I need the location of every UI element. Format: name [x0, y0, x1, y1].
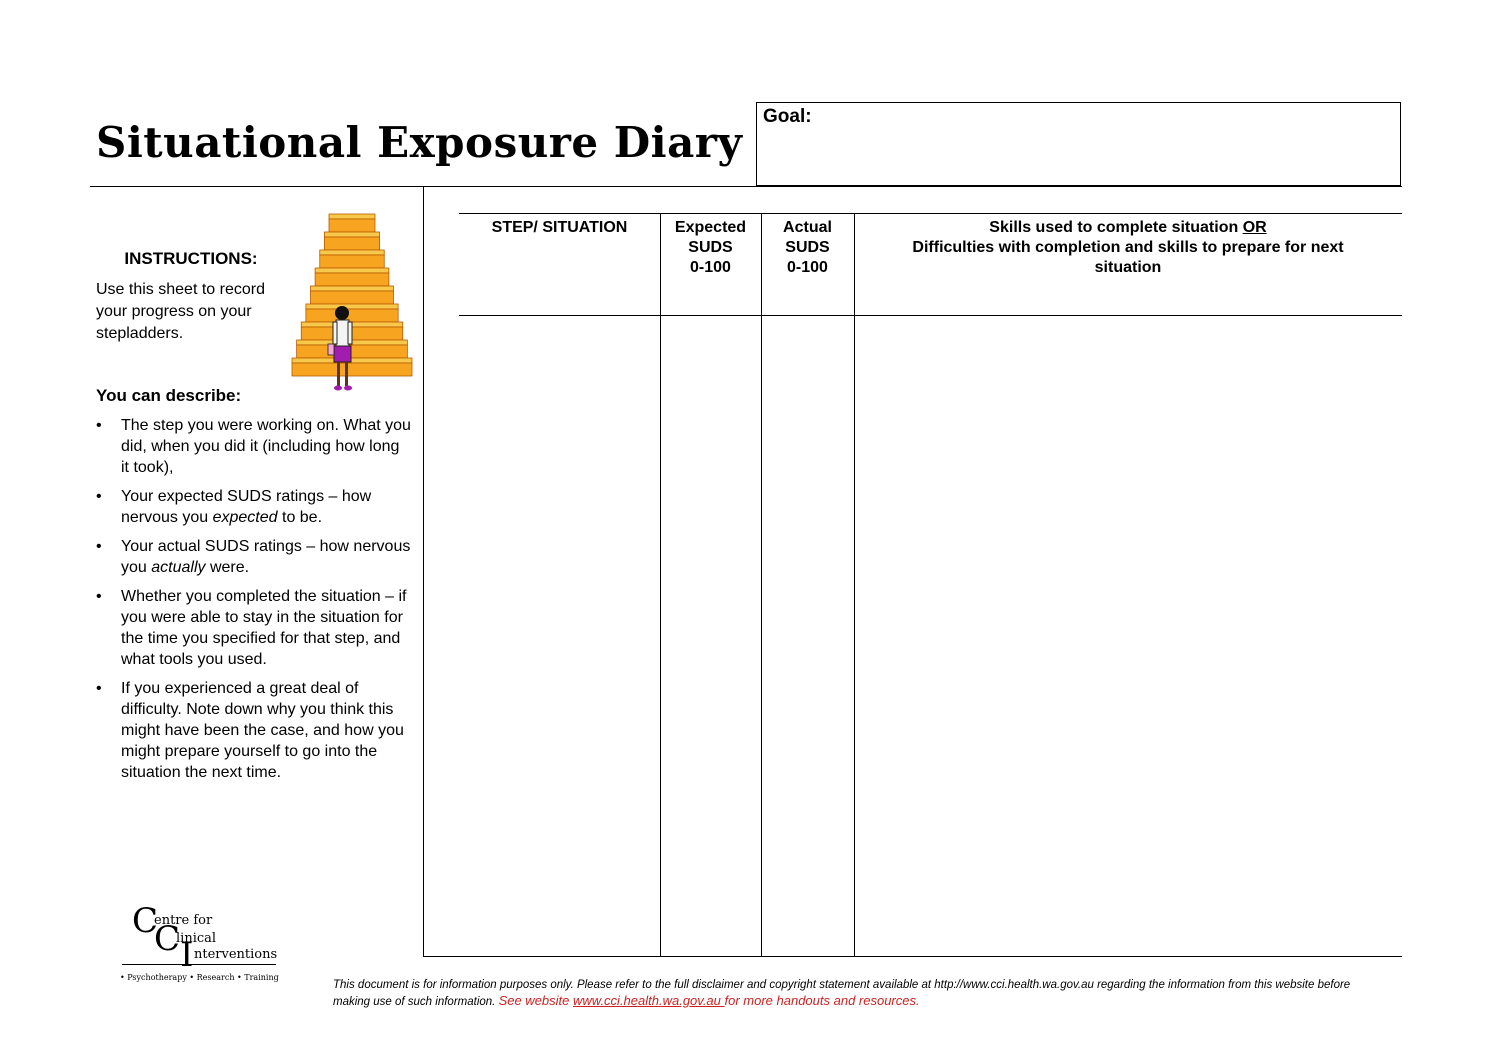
goal-box[interactable] — [756, 102, 1401, 186]
sidebar-divider — [423, 186, 424, 956]
expected-suds-cell[interactable] — [661, 316, 760, 955]
stair-tread — [306, 304, 398, 309]
stair-tread — [324, 232, 379, 237]
page-title: Situational Exposure Diary — [96, 118, 743, 167]
cci-logo: C entre for C linical I nterventions • Psychotherapy • Research • Training — [120, 901, 279, 982]
goal-label: Goal: — [763, 106, 812, 127]
list-item: • The step you were working on. What you did, when you did it (including how long it took), — [96, 415, 411, 478]
table-bottom-line — [423, 956, 1402, 957]
stair-riser — [320, 255, 385, 268]
stair-riser — [311, 291, 394, 304]
stair-riser — [306, 309, 398, 322]
header-actual-suds: Actual SUDS 0-100 — [783, 219, 832, 276]
stair-tread — [311, 286, 394, 291]
list-item: • Whether you completed the situation – if you were able to stay in the situation for the time you specified for that step, and what tools you used. — [96, 586, 411, 670]
stair-riser — [297, 345, 408, 358]
stair-tread — [320, 250, 385, 255]
step-situation-cell[interactable] — [460, 316, 659, 955]
stair-tread — [315, 268, 389, 273]
list-item: • If you experienced a great deal of difficulty. Note down why you think this might have been the case, and how you might prepare yourself to go into the situation the next time. — [96, 678, 411, 783]
header-divider — [90, 186, 1402, 187]
instructions-body: Use this sheet to record your progress on your stepladders. — [96, 281, 265, 342]
list-item: • Your expected SUDS ratings – how nervous you expected to be. — [96, 486, 411, 528]
instructions-heading: INSTRUCTIONS: — [124, 249, 258, 268]
header-skills: Skills used to complete situation OR Difficulties with completion and skills to prepare for next situation — [912, 219, 1344, 276]
disclaimer: This document is for information purposes only. Please refer to the full disclaimer and copyright statement available at http://www.cci.health.wa.gov.au regarding the information from this website before making use of such information. See website www.cci.health.wa.gov.au for more handouts and resources. — [333, 979, 1351, 1008]
stair-tread — [329, 214, 375, 219]
describe-heading: You can describe: — [96, 386, 242, 405]
stair-riser — [315, 273, 389, 286]
actual-suds-cell[interactable] — [762, 316, 853, 955]
website-link[interactable]: www.cci.health.wa.gov.au — [573, 993, 725, 1008]
list-item: • Your actual SUDS ratings – how nervous you actually were. — [96, 536, 411, 578]
describe-list — [96, 415, 411, 791]
table-top-line — [459, 213, 1402, 214]
stair-riser — [329, 219, 375, 232]
header-step-situation: STEP/ SITUATION — [491, 219, 628, 236]
header-expected-suds: Expected SUDS 0-100 — [674, 219, 747, 276]
staircase-illustration — [290, 210, 415, 395]
stair-riser — [292, 363, 412, 376]
skills-cell[interactable] — [855, 316, 1401, 955]
stair-riser — [324, 237, 379, 250]
stair-tread — [292, 358, 412, 363]
